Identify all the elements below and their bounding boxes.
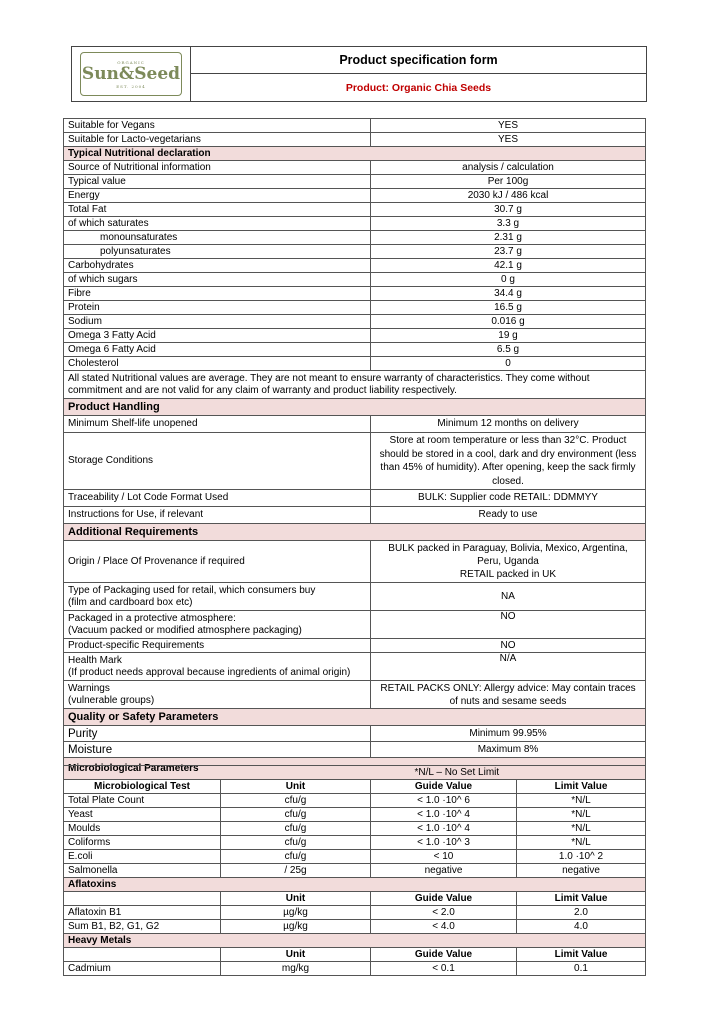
table-row (64, 507, 646, 524)
row-value: 0.016 g (371, 315, 646, 329)
row-label: Suitable for Lacto-vegetarians (64, 133, 371, 147)
cell: 0.1 (517, 962, 646, 976)
row-value: 2.31 g (371, 231, 646, 245)
table-row (64, 850, 646, 864)
table-row (64, 133, 646, 147)
row-label: polyunsaturates (64, 245, 371, 259)
row-value: analysis / calculation (371, 161, 646, 175)
row-value: YES (371, 133, 646, 147)
row-value: RETAIL PACKS ONLY: Allergy advice: May contain traces of nuts and sesame seeds (371, 681, 646, 709)
table-row (64, 217, 646, 231)
section-heading-additional (64, 524, 646, 541)
column-header: Unit (221, 892, 371, 906)
cell: Aflatoxin B1 (64, 906, 221, 920)
label-line: (film and cardboard box etc) (68, 596, 193, 608)
section-title: Typical Nutritional declaration (64, 147, 646, 161)
row-value: NA (371, 583, 646, 611)
nutrition-note: All stated Nutritional values are average. They are not meant to ensure warranty of characteristics. They come without commitment and are not valid for any claim of warranty and product liability respectively. (64, 371, 646, 399)
table-row (64, 653, 646, 681)
table-row (64, 161, 646, 175)
row-value: Minimum 99.95% (371, 726, 646, 742)
table-row (64, 203, 646, 217)
cell: < 10 (371, 850, 517, 864)
section-heading-aflatoxins (64, 878, 646, 892)
cell: Cadmium (64, 962, 221, 976)
cell: Yeast (64, 808, 221, 822)
row-label: Energy (64, 189, 371, 203)
row-value: 0 g (371, 273, 646, 287)
column-header: Unit (221, 780, 371, 794)
section-heading-quality (64, 709, 646, 726)
cell: 1.0 ·10^ 2 (517, 850, 646, 864)
cell: < 4.0 (371, 920, 517, 934)
table-row (64, 259, 646, 273)
table-row (64, 231, 646, 245)
logo-main-text: Sun&Seed (81, 63, 181, 84)
row-value: 16.5 g (371, 301, 646, 315)
row-value: 42.1 g (371, 259, 646, 273)
row-value: Ready to use (371, 507, 646, 524)
table-row (64, 611, 646, 639)
table-row (64, 301, 646, 315)
row-label: Minimum Shelf-life unopened (64, 416, 371, 433)
micro-note-row (64, 766, 646, 780)
origin-retail: RETAIL packed in UK (459, 569, 557, 580)
cell: negative (517, 864, 646, 878)
cell: < 1.0 ·10^ 3 (371, 836, 517, 850)
cell: negative (371, 864, 517, 878)
table-row (64, 836, 646, 850)
section-title: Product Handling (64, 399, 646, 416)
label-line: (vulnerable groups) (68, 694, 155, 706)
cell: 4.0 (517, 920, 646, 934)
cell: Moulds (64, 822, 221, 836)
row-value (371, 541, 646, 583)
row-value: Store at room temperature or less than 32°C. Product should be stored in a cool, dark and dry environment (less than 45% of humidity). After opening, keep the sack firmly closed. (371, 433, 646, 490)
micro-table (63, 765, 646, 976)
table-row (64, 541, 646, 583)
cell: Salmonella (64, 864, 221, 878)
row-value: 19 g (371, 329, 646, 343)
sun-and-seed-logo (80, 52, 182, 96)
cell: cfu/g (221, 794, 371, 808)
row-label: Moisture (64, 742, 371, 758)
table-row (64, 329, 646, 343)
column-header (64, 892, 221, 906)
column-header: Limit Value (517, 948, 646, 962)
cell: < 2.0 (371, 906, 517, 920)
table-row (64, 639, 646, 653)
section-heading-nutrition (64, 147, 646, 161)
section-title: Aflatoxins (64, 878, 646, 892)
row-label: monounsaturates (64, 231, 371, 245)
row-value: BULK: Supplier code RETAIL: DDMMYY (371, 490, 646, 507)
cell: < 1.0 ·10^ 6 (371, 794, 517, 808)
cell: < 1.0 ·10^ 4 (371, 822, 517, 836)
row-label (64, 611, 371, 639)
cell: < 1.0 ·10^ 4 (371, 808, 517, 822)
column-header (64, 948, 221, 962)
cell: *N/L (517, 836, 646, 850)
column-header: Unit (221, 948, 371, 962)
label-line: Type of Packaging used for retail, which consumers buy (68, 584, 316, 596)
row-value: 6.5 g (371, 343, 646, 357)
header-titles (191, 47, 646, 101)
row-label: Product-specific Requirements (64, 639, 371, 653)
row-label: Total Fat (64, 203, 371, 217)
logo-bottom-text: EST. 2004 (116, 83, 146, 89)
column-header: Guide Value (371, 948, 517, 962)
table-row (64, 490, 646, 507)
column-header: Microbiological Test (64, 780, 221, 794)
table-row (64, 808, 646, 822)
label-line: (Vacuum packed or modified atmosphere packaging) (68, 624, 302, 636)
row-label: Traceability / Lot Code Format Used (64, 490, 371, 507)
table-row (64, 357, 646, 371)
row-label (64, 653, 371, 681)
section-heading-metals (64, 934, 646, 948)
table-row (64, 726, 646, 742)
row-label: Origin / Place Of Provenance if required (64, 541, 371, 583)
table-row (64, 287, 646, 301)
nutrition-note-row (64, 371, 646, 399)
cell: mg/kg (221, 962, 371, 976)
row-label: of which saturates (64, 217, 371, 231)
cell: Total Plate Count (64, 794, 221, 808)
cell: *N/L (517, 822, 646, 836)
row-value: NO (371, 639, 646, 653)
label-line: Health Mark (68, 654, 122, 666)
row-label: Storage Conditions (64, 433, 371, 490)
cell: Coliforms (64, 836, 221, 850)
row-value: N/A (371, 653, 646, 681)
label-line: (If product needs approval because ingredients of animal origin) (68, 666, 351, 678)
cell: / 25g (221, 864, 371, 878)
section-heading-handling (64, 399, 646, 416)
cell: Sum B1, B2, G1, G2 (64, 920, 221, 934)
row-value: 0 (371, 357, 646, 371)
table-row (64, 906, 646, 920)
row-value: Maximum 8% (371, 742, 646, 758)
row-value: 3.3 g (371, 217, 646, 231)
cell: < 0.1 (371, 962, 517, 976)
column-header: Guide Value (371, 780, 517, 794)
table-row (64, 245, 646, 259)
row-label: Sodium (64, 315, 371, 329)
form-title: Product specification form (191, 47, 646, 74)
section-title: Microbiological Parameters (64, 758, 646, 780)
label-line: Warnings (68, 682, 110, 694)
metals-header-row (64, 948, 646, 962)
table-row (64, 920, 646, 934)
row-label: Suitable for Vegans (64, 119, 371, 133)
table-row (64, 189, 646, 203)
row-label (64, 681, 371, 709)
spec-table (63, 118, 646, 780)
table-row (64, 864, 646, 878)
table-row (64, 681, 646, 709)
column-header: Limit Value (517, 892, 646, 906)
cell: 2.0 (517, 906, 646, 920)
table-row (64, 175, 646, 189)
origin-bulk: BULK packed in Paraguay, Bolivia, Mexico, Argentina, Peru, Uganda (388, 543, 628, 567)
table-row (64, 583, 646, 611)
column-header: Guide Value (371, 892, 517, 906)
product-name: Product: Organic Chia Seeds (345, 81, 492, 94)
row-value: 30.7 g (371, 203, 646, 217)
row-value: 34.4 g (371, 287, 646, 301)
cell: µg/kg (221, 906, 371, 920)
table-row (64, 273, 646, 287)
column-header: Limit Value (517, 780, 646, 794)
aflatoxin-header-row (64, 892, 646, 906)
section-title: Heavy Metals (64, 934, 646, 948)
cell: *N/L (517, 794, 646, 808)
row-value: Minimum 12 months on delivery (371, 416, 646, 433)
spec-header (71, 46, 647, 102)
section-title: Additional Requirements (64, 524, 646, 541)
row-label: Omega 6 Fatty Acid (64, 343, 371, 357)
row-label: Purity (64, 726, 371, 742)
label-line: Packaged in a protective atmosphere: (68, 612, 236, 624)
table-row (64, 315, 646, 329)
table-row (64, 822, 646, 836)
row-label: of which sugars (64, 273, 371, 287)
logo-box (72, 47, 191, 101)
section-title: Quality or Safety Parameters (64, 709, 646, 726)
cell: cfu/g (221, 808, 371, 822)
row-label: Omega 3 Fatty Acid (64, 329, 371, 343)
cell: cfu/g (221, 850, 371, 864)
row-value: YES (371, 119, 646, 133)
row-value: 23.7 g (371, 245, 646, 259)
micro-header-row (64, 780, 646, 794)
row-value: Per 100g (371, 175, 646, 189)
cell: cfu/g (221, 836, 371, 850)
row-label: Protein (64, 301, 371, 315)
cell: *N/L (517, 808, 646, 822)
row-label: Typical value (64, 175, 371, 189)
row-label: Source of Nutritional information (64, 161, 371, 175)
table-row (64, 794, 646, 808)
row-label: Cholesterol (64, 357, 371, 371)
table-row (64, 433, 646, 490)
cell: µg/kg (221, 920, 371, 934)
logo-top-text: ORGANIC (117, 59, 145, 65)
table-row (64, 416, 646, 433)
row-label: Carbohydrates (64, 259, 371, 273)
cell: cfu/g (221, 822, 371, 836)
table-row (64, 962, 646, 976)
row-label (64, 583, 371, 611)
row-value: NO (371, 611, 646, 639)
row-value: 2030 kJ / 486 kcal (371, 189, 646, 203)
nsl-note: *N/L – No Set Limit (371, 766, 646, 780)
row-label: Fibre (64, 287, 371, 301)
table-row (64, 119, 646, 133)
table-row (64, 343, 646, 357)
table-row (64, 742, 646, 758)
cell: E.coli (64, 850, 221, 864)
row-label: Instructions for Use, if relevant (64, 507, 371, 524)
